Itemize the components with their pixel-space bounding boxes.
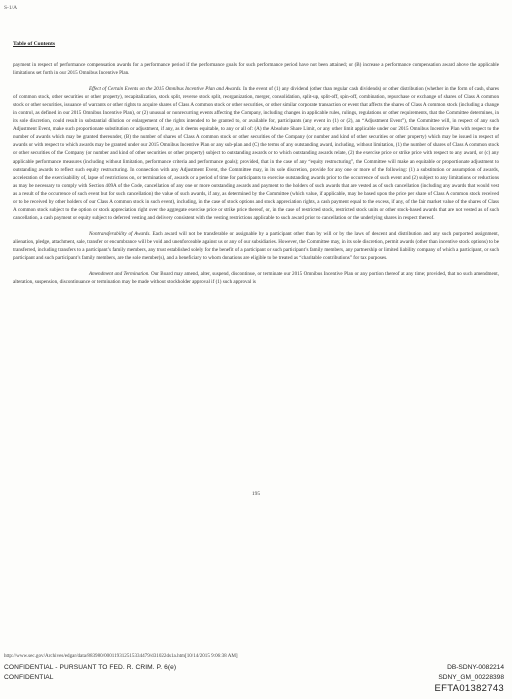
confidential-notice: CONFIDENTIAL - PURSUANT TO FED. R. CRIM. P. 6(e): [4, 664, 177, 671]
bates-number-db: DB-SDNY-0082214: [447, 664, 504, 671]
paragraph-nontransferability: [13, 230, 499, 262]
document-body: [13, 61, 499, 294]
page-number: 195: [251, 491, 261, 497]
confidential-label: CONFIDENTIAL: [4, 674, 54, 681]
bates-number-efta: EFTA01382743: [434, 683, 504, 694]
table-of-contents-link[interactable]: Table of Contents: [13, 41, 56, 47]
section-body-nontransferability: Each award will not be transferable or assignable by a participant other than by will or by the laws of descent and distribution and any such purported assignment, alienation, pledge, attachment, sale, transfer or encumbrance will be void and unenforceable against us or any of our subsidiaries. However, the Committee may, in its sole discretion, permit awards (other than incentive stock options) to be transferred, including transfers to a participant’s family members, any trust established solely for the benefit of a participant or such participant’s family members, any partnership or limited liability company of which a participant, or such participant and such participant’s family members, are the sole member(s), and a beneficiary to whom donations are eligible to be treated as “charitable contributions” for tax purposes.: [13, 230, 499, 262]
section-heading-certain-events: Effect of Certain Events on the 2015 Omnibus Incentive Plan and Awards.: [89, 86, 242, 93]
source-url-link[interactable]: http://www.sec.gov/Archives/edgar/data/883980/000119312515334479/d31022ds1a.htm[10/14/2015 9:06:38 AM]: [4, 653, 238, 659]
form-label: S-1/A: [4, 5, 18, 11]
paragraph-amendment: [13, 270, 499, 286]
paragraph-performance-limits: payment in respect of performance compensation awards for a performance period if the performance goals for such performance period have not been attained; or (B) increase a performance compensation award above the applicable limitations set forth in our 2015 Omnibus Incentive Plan.: [13, 62, 499, 77]
paragraph-certain-events: [13, 85, 499, 222]
section-heading-nontransferability: Nontransferability of Awards.: [89, 230, 151, 237]
section-heading-amendment: Amendment and Termination.: [89, 271, 150, 278]
bates-number-sdny: SDNY_GM_00228398: [438, 674, 504, 681]
section-body-amendment: Our Board may amend, alter, suspend, discontinue, or terminate our 2015 Omnibus Incentive Plan or any portion thereof at any time; provided, that no such amendment, alteration, suspension, discontinuance or termination may be made without stockholder approval if (1) such approval is: [13, 271, 499, 286]
section-body-certain-events: In the event of (1) any dividend (other than regular cash dividends) or other distribution (whether in the form of cash, shares of common stock, other securities or other property), recapitalization, stock split, reverse stock split, reorganization, merger, consolidation, split-up, split-off, spin-off, combination, repurchase or exchange of shares of Class A common stock or other securities, issuance of warrants or other rights to acquire shares of Class A common stock or other securities, or other similar corporate transaction or event that affects the shares of Class A common stock (including a change in control, as defined in our 2015 Omnibus Incentive Plan), or (2) unusual or nonrecurring events affecting the Company, including changes in applicable rules, rulings, regulations or other requirements, that the Committee determines, in its sole discretion, could result in substantial dilution or enlargement of the rights intended to be granted to, or available for, participants (any event in (1) or (2), an “Adjustment Event”), the Committee will, in respect of any such Adjustment Event, make such proportionate substitution or adjustment, if any, as it deems equitable, to any or all of: (A) the Absolute Share Limit, or any other limit applicable under our 2015 Omnibus Incentive Plan with respect to the number of awards which may be granted thereunder, (B) the number of shares of Class A common stock or other securities of the Company (or number and kind of other securities or other property) which may be issued in respect of awards or with respect to which awards may be granted under our 2015 Omnibus Incentive Plan or any sub-plan and (C) the terms of any outstanding award, including, without limitation, (1) the number of shares of Class A common stock or other securities of the Company (or number and kind of other securities or other property) subject to outstanding awards or to which outstanding awards relate, (2) the exercise price or strike price with respect to any award, or (c) any applicable performance measures (including without limitation, performance criteria and performance goals); provided, that in the case of any “equity restructuring”, the Committee will make an equitable or proportionate adjustment to outstanding awards to reflect such equity restructuring. In connection with any Adjustment Event, the Committee may, in its sole discretion, provide for any one or more of the following: (1) a substitution or assumption of awards, acceleration of the exercisability of, lapse of restrictions on, or termination of, awards or a period of time for participants to exercise outstanding awards prior to the occurrence of such event and (2) subject to any limitations or reductions as may be necessary to comply with Section 409A of the Code, cancellation of any one or more outstanding awards and payment to the holders of such awards that are vested as of such cancellation (including any awards that would vest as a result of the occurrence of such event but for such cancellation) the value of such awards, if any, as determined by the Committee (which value, if applicable, may be based upon the price per share of Class A common stock received or to be received by other holders of our Class A common stock in such event), including, in the case of stock options and stock appreciation rights, a cash payment equal to the excess, if any, of the fair market value of the shares of Class A common stock subject to the option or stock appreciation right over the aggregate exercise price or strike price thereof, or, in the case of restricted stock, restricted stock units or other stock-based awards that are not vested as of such cancellation, a cash payment or equity subject to deferred vesting and delivery consistent with the vesting restrictions applicable to such award prior to cancellation or the underlying shares in respect thereof.: [13, 86, 500, 221]
